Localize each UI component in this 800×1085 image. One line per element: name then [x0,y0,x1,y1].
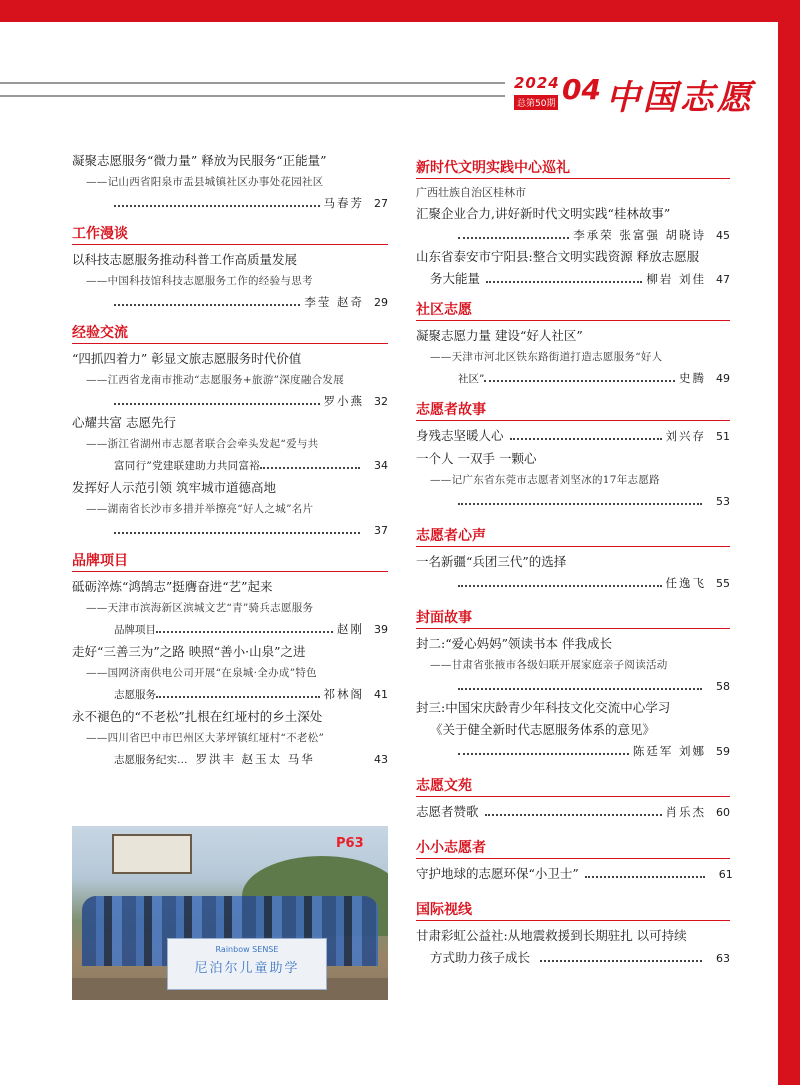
section-header [416,838,730,859]
entry-title: 永不褪色的“不老松”扎根在红垭村的乡土深处 [72,709,323,724]
entry-title: 凝聚志愿服务“微力量” 释放为民服务“正能量” [72,153,327,168]
entry-subtitle: ——四川省巴中市巴州区大茅坪镇红垭村“不老松” [86,732,325,744]
dot-leader [458,503,702,505]
entry-title: 身残志坚暖人心 [416,428,504,443]
toc-entry[interactable] [72,477,388,541]
section-title: 新时代文明实践中心巡礼 [416,160,570,176]
dot-leader [156,696,320,698]
section-header [72,323,388,344]
entry-subtitle: ——天津市滨海新区滨城文艺“青”骑兵志愿服务 [86,602,314,614]
entry-dotline [72,455,388,477]
section-rule [416,420,730,421]
photo-banner [167,938,327,990]
magazine-logo: 中国志愿 [606,78,754,118]
section-title: 品牌项目 [72,553,128,569]
toc-entry[interactable] [416,633,730,697]
toc-entry[interactable] [416,863,733,886]
toc-entry[interactable] [416,246,730,290]
entry-page: 59 [716,745,730,758]
section-location: 广西壮族自治区桂林市 [416,186,526,199]
banner-english-text: Rainbow SENSE [215,945,279,954]
entry-title: 以科技志愿服务推动科普工作高质量发展 [72,252,298,267]
entry-title: “四抓四着力” 彰显文旅志愿服务时代价值 [72,351,302,366]
dot-leader [458,237,569,239]
section-header [416,608,730,629]
header-rule-bottom [0,95,505,97]
entry-dotline [416,268,730,290]
entry-author: 李莹 赵奇 [304,295,364,309]
photo-page-ref: P63 [336,836,364,851]
toc-entry[interactable] [72,348,388,412]
dot-leader [458,585,662,587]
dot-leader [585,876,705,878]
section-header [416,900,730,921]
section-rule [416,628,730,629]
toc-right-column [416,150,733,969]
entry-dotline [416,676,730,697]
section-header [416,526,730,547]
dot-leader [486,281,642,283]
dot-leader [114,205,320,207]
entry-page: 29 [374,296,388,309]
entry-dotline [416,573,730,594]
toc-entry[interactable] [416,203,730,246]
entry-dotline [416,947,730,969]
banner-chinese-text: 尼泊尔儿童助学 [194,961,300,976]
section-header [72,551,388,572]
dot-leader [114,403,320,405]
toc-left-column [72,150,388,771]
toc-entry[interactable] [72,706,388,771]
entry-author: 肖乐杰 [665,805,706,819]
entry-author: 马春芳 [323,196,364,210]
entry-page: 32 [374,395,388,408]
entry-title-cont: 方式助力孩子成长 [430,950,531,965]
entry-title: 凝聚志愿力量 建设“好人社区” [416,328,583,343]
entry-page: 49 [716,372,730,385]
entry-dotline [72,292,388,313]
entry-subtitle: ——国网济南供电公司开展“在泉城·全办成”特色 [86,667,317,679]
toc-entry[interactable] [72,412,388,477]
section-rule [416,920,730,921]
entry-page: 51 [716,430,730,443]
header-rule-top [0,82,505,84]
entry-subtitle: ——记广东省东莞市志愿者刘坚冰的17年志愿路 [430,474,660,486]
dot-leader [114,532,360,534]
toc-entry[interactable] [416,425,730,448]
section-header [416,776,730,797]
cover-story-photo [72,826,388,1000]
section-rule [72,244,388,245]
entry-dotline [416,741,730,762]
entry-subtitle: ——天津市河北区铁东路街道打造志愿服务“好人 [430,351,663,363]
entry-dotline [416,225,730,246]
section-title: 小小志愿者 [416,840,486,856]
entry-title: 封三:中国宋庆龄青少年科技文化交流中心学习 [416,700,671,715]
dot-leader [484,380,675,382]
entry-title: 志愿者赞歌 [416,804,479,819]
section-rule [72,343,388,344]
entry-author: 史腾 [679,371,706,385]
entry-author: 柳岩 刘佳 [646,272,706,286]
entry-page: 55 [716,577,730,590]
section-title: 社区志愿 [416,302,472,318]
entry-title: 走好“三善三为”之路 映照“善小·山泉”之进 [72,644,306,659]
entry-dotline [72,520,388,541]
section-rule [416,178,730,179]
section-title: 志愿文苑 [416,778,472,794]
section-header [416,400,730,421]
entry-dotline [72,619,388,641]
entry-dotline [72,193,388,214]
entry-subtitle-cont: 品牌项目 [114,624,156,636]
entry-title: 一名新疆“兵团三代”的选择 [416,554,567,569]
entry-subtitle: ——甘肃省张掖市各级妇联开展家庭亲子阅读活动 [430,659,668,671]
entry-page: 63 [716,952,730,965]
entry-dotline [72,684,388,706]
section-rule [72,571,388,572]
entry-page: 47 [716,273,730,286]
section-header [416,300,730,321]
toc-entry[interactable] [416,448,730,512]
entry-title: 封二:“爱心妈妈”领读书本 伴我成长 [416,636,612,651]
entry-subtitle: ——湖南省长沙市多措并举擦亮“好人之城”名片 [86,503,314,515]
entry-page: 53 [716,495,730,508]
toc-entry[interactable] [416,925,730,969]
entry-subtitle-cont: 志愿服务 [114,689,156,701]
entry-author: 赵刚 [337,622,364,636]
entry-title-cont: 《关于健全新时代志愿服务体系的意见》 [430,722,656,737]
entry-author: 任逸飞 [665,576,706,590]
section-rule [416,320,730,321]
dot-leader [458,753,629,755]
entry-dotline [72,749,388,771]
section-rule [416,546,730,547]
toc-entry[interactable] [72,576,388,641]
entry-subtitle: ——浙江省湖州市志愿者联合会牵头发起“爱与共 [86,438,319,450]
dot-leader [260,467,360,469]
entry-page: 60 [716,806,730,819]
entry-page: 58 [716,680,730,693]
dot-leader [156,631,333,633]
toc-entry[interactable] [416,697,730,762]
entry-author: 祁林阁 [323,687,364,701]
entry-title: 一个人 一双手 一颗心 [416,451,537,466]
entry-subtitle-cont: 富同行”党建联建助力共同富裕 [114,460,261,472]
entry-author: 罗洪丰 赵玉太 马华 [195,752,315,766]
dot-leader [540,960,702,962]
entry-title: 山东省泰安市宁阳县:整合文明实践资源 释放志愿服 [416,249,700,264]
entry-title: 甘肃彩虹公益社:从地震救援到长期驻扎 以可持续 [416,928,687,943]
toc-entry[interactable] [72,641,388,706]
entry-dotline [416,491,730,512]
entry-author: 刘兴存 [665,429,706,443]
entry-title: 汇聚企业合力,讲好新时代文明实践“桂林故事” [416,206,671,221]
entry-subtitle-cont: 社区” [458,373,485,385]
entry-page: 45 [716,229,730,242]
issue-year: 2024 [514,74,560,92]
entry-author: 罗小燕 [323,394,364,408]
entry-title: 心耀共富 志愿先行 [72,415,176,430]
section-title: 国际视线 [416,902,472,918]
total-issue-badge: 总第50期 [514,95,558,110]
entry-author: 陈廷军 刘娜 [632,744,706,758]
entry-dotline [72,391,388,412]
entry-title: 发挥好人示范引领 筑牢城市道德高地 [72,480,276,495]
section-title: 志愿者心声 [416,528,486,544]
entry-page: 41 [374,688,388,701]
section-title: 志愿者故事 [416,402,486,418]
section-title: 经验交流 [72,325,128,341]
toc-entry[interactable] [72,249,388,313]
entry-page: 27 [374,197,388,210]
photo-building [112,834,192,874]
dot-leader [510,438,662,440]
dot-leader [114,304,300,306]
section-rule [416,796,730,797]
toc-entry[interactable] [416,801,730,824]
issue-number: 04 [562,73,601,106]
section-header [416,158,730,179]
entry-page: 37 [374,524,388,537]
entry-page: 43 [374,753,388,766]
entry-dotline [416,368,730,390]
entry-page: 61 [718,868,733,881]
dot-leader [485,814,662,816]
toc-entry[interactable] [72,150,388,214]
entry-title: 砥砺淬炼“鸿鹄志”挺膺奋进“艺”起来 [72,579,273,594]
dot-leader [458,688,702,690]
entry-page: 34 [374,459,388,472]
entry-page: 39 [374,623,388,636]
entry-subtitle: ——中国科技馆科技志愿服务工作的经验与思考 [86,275,313,287]
toc-entry[interactable] [416,325,730,390]
masthead [512,72,774,118]
entry-subtitle-cont: 志愿服务纪实… [114,754,188,766]
section-title: 封面故事 [416,610,472,626]
top-red-bar [0,0,800,22]
section-header [72,224,388,245]
entry-subtitle: ——江西省龙南市推动“志愿服务+旅游”深度融合发展 [86,374,345,386]
entry-title-cont: 务大能量 [430,271,481,286]
toc-entry[interactable] [416,551,730,594]
right-red-bar [778,0,800,1085]
entry-subtitle: ——记山西省阳泉市盂县城镇社区办事处花园社区 [86,176,324,188]
entry-author: 李承荣 张富强 胡晓诗 [573,228,706,242]
section-title: 工作漫谈 [72,226,128,242]
section-rule [416,858,730,859]
entry-title: 守护地球的志愿环保“小卫士” [416,866,579,881]
